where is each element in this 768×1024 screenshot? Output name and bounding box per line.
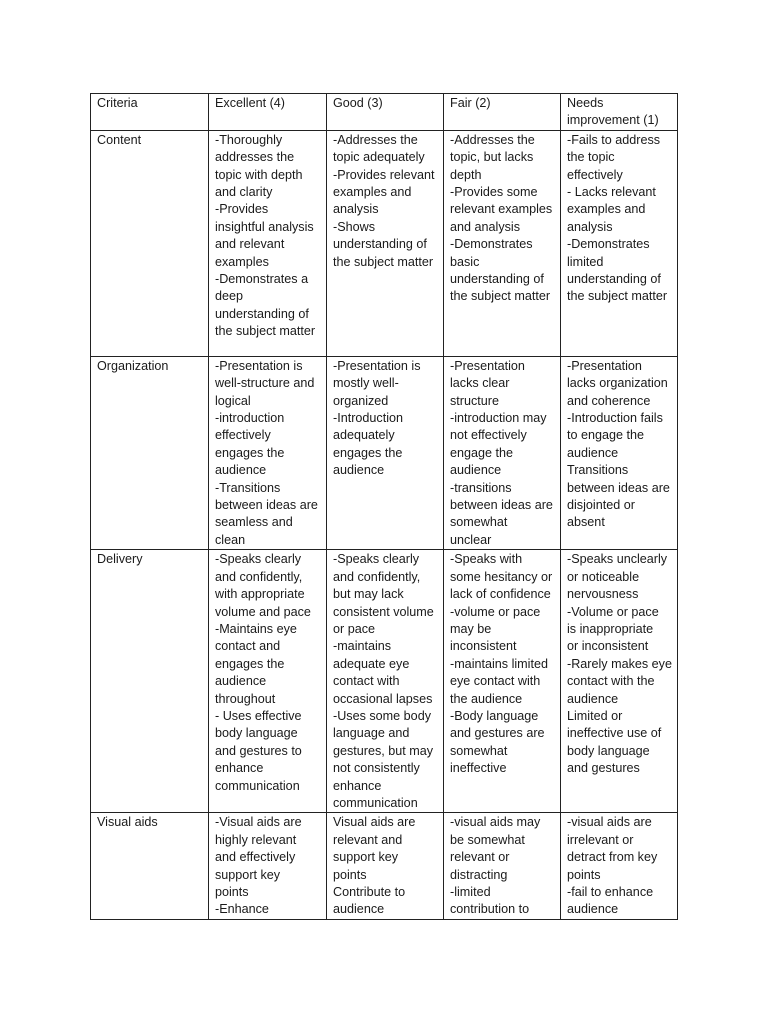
cell-text-line: language and (333, 726, 410, 741)
cell-text-line: improvement (1) (567, 113, 659, 128)
cell-text-line: structure (450, 393, 499, 408)
cell-text-line: irrelevant or (567, 832, 634, 847)
excellent-cell (209, 130, 327, 356)
cell-text-line: effectively (567, 167, 623, 182)
needs-improvement-cell (561, 356, 678, 549)
cell-text-line: and clarity (215, 185, 273, 200)
cell-text-line: audience (333, 463, 385, 478)
cell-text-line: the subject matter (567, 289, 668, 304)
header-excellent (209, 94, 327, 131)
cell-text-line: nervousness (567, 587, 639, 602)
header-good (327, 94, 444, 131)
cell-text-line: Visual aids (97, 815, 158, 830)
cell-text-line: -Presentation is (333, 358, 421, 373)
cell-text-line: insightful analysis (215, 219, 314, 234)
cell-text-line: support key (333, 850, 399, 865)
cell-text-line: -Enhance (215, 902, 269, 917)
cell-text-line: eye contact with (450, 674, 541, 689)
cell-text-line: -visual aids may (450, 815, 541, 830)
row-organization (91, 356, 678, 549)
fair-cell (444, 356, 561, 549)
good-cell (327, 356, 444, 549)
cell-text-line: -volume or pace (450, 604, 541, 619)
cell-text-line: audience (567, 445, 619, 460)
cell-text-line: the topic (567, 150, 615, 165)
cell-text-line: -Body language (450, 708, 539, 723)
rubric-table (90, 93, 678, 920)
cell-text-line: and effectively (215, 850, 296, 865)
good-cell (327, 130, 444, 356)
cell-text-line: disjointed or (567, 498, 635, 513)
needs-improvement-cell (561, 130, 678, 356)
cell-text-line: support key (215, 867, 281, 882)
cell-text-line: -Uses some body (333, 708, 431, 723)
cell-text-line: contact with (333, 674, 400, 689)
cell-text-line: or pace (333, 621, 376, 636)
criteria-cell (91, 130, 209, 356)
cell-text-line: Content (97, 132, 142, 147)
cell-text-line: - Lacks relevant (567, 185, 656, 200)
cell-text-line: ineffective use of (567, 726, 662, 741)
cell-text-line: -Rarely makes eye (567, 656, 672, 671)
cell-text-line: -Speaks unclearly (567, 552, 668, 567)
cell-text-line: and gestures (567, 761, 640, 776)
cell-text-line: or noticeable (567, 569, 640, 584)
cell-text-line: topic, but lacks (450, 150, 534, 165)
cell-text-line: between ideas are (450, 498, 553, 513)
cell-text-line: Contribute to (333, 885, 406, 899)
cell-text-line: body language (567, 743, 650, 758)
excellent-cell (209, 550, 327, 813)
cell-text-line: relevant or (450, 850, 510, 865)
cell-text-line: engages the (215, 445, 285, 460)
cell-text-line: adequate eye (333, 656, 410, 671)
cell-text-line: -Transitions (215, 480, 281, 495)
row-visual-aids (91, 813, 678, 919)
cell-text-line: enhance (333, 778, 382, 793)
cell-text-line: -fail to enhance (567, 885, 654, 899)
cell-text-line: -Visual aids are (215, 815, 302, 830)
cell-text-line: contact and (215, 639, 281, 654)
header-needs-improvement (561, 94, 678, 131)
cell-text-line: -Demonstrates (450, 237, 533, 252)
cell-text-line: contribution to (450, 902, 530, 917)
cell-text-line: -Speaks clearly (215, 552, 302, 567)
cell-text-line: Delivery (97, 552, 143, 567)
cell-text-line: depth (450, 167, 482, 182)
row-content (91, 130, 678, 356)
cell-text-line: -transitions (450, 480, 512, 495)
cell-text-line: unclear (450, 532, 492, 547)
header-row (91, 94, 678, 131)
cell-text-line: lacks organization (567, 376, 668, 391)
cell-text-line: -Introduction (333, 411, 404, 426)
cell-text-line: between ideas are (215, 498, 318, 513)
cell-text-line: basic (450, 254, 480, 269)
cell-text-line: -Addresses the (450, 132, 535, 147)
cell-text-line: -Speaks clearly (333, 552, 420, 567)
cell-text-line: analysis (333, 202, 379, 217)
cell-text-line: Fair (2) (450, 96, 491, 110)
cell-text-line: audience (567, 902, 619, 917)
cell-text-line: and confidently, (215, 569, 303, 584)
good-cell (327, 813, 444, 919)
cell-text-line: -Presentation is (215, 358, 303, 373)
cell-text-line: topic with depth (215, 167, 303, 182)
cell-text-line: deep (215, 289, 244, 304)
cell-text-line: -Presentation (567, 358, 642, 373)
cell-text-line: the audience (450, 691, 523, 706)
cell-text-line: Visual aids are (333, 815, 416, 830)
criteria-cell (91, 550, 209, 813)
cell-text-line: points (215, 885, 249, 899)
cell-text-line: or inconsistent (567, 639, 649, 654)
cell-text-line: absent (567, 515, 605, 530)
cell-text-line: Organization (97, 358, 169, 373)
good-cell (327, 550, 444, 813)
cell-text-line: Good (3) (333, 96, 383, 110)
cell-text-line: analysis (567, 219, 613, 234)
fair-cell (444, 550, 561, 813)
cell-text-line: somewhat (450, 743, 508, 758)
cell-text-line: and gestures to (215, 743, 302, 758)
cell-text-line: clean (215, 532, 246, 547)
cell-text-line: seamless and (215, 515, 293, 530)
cell-text-line: examples and (567, 202, 646, 217)
cell-text-line: between ideas are (567, 480, 670, 495)
cell-text-line: -maintains (333, 639, 392, 654)
cell-text-line: engage the (450, 445, 514, 460)
cell-text-line: lacks clear (450, 376, 510, 391)
cell-text-line: effectively (215, 428, 271, 443)
cell-text-line: distracting (450, 867, 508, 882)
cell-text-line: Transitions (567, 463, 629, 478)
cell-text-line: -Demonstrates (567, 237, 650, 252)
cell-text-line: -Speaks with (450, 552, 523, 567)
cell-text-line: -visual aids are (567, 815, 652, 830)
cell-text-line: -Introduction fails (567, 411, 663, 426)
cell-text-line: the subject matter (333, 254, 434, 269)
cell-text-line: -Addresses the (333, 132, 418, 147)
cell-text-line: body language (215, 726, 298, 741)
cell-text-line: -introduction (215, 411, 285, 426)
cell-text-line: and coherence (567, 393, 651, 408)
row-delivery (91, 550, 678, 813)
cell-text-line: not effectively (450, 428, 527, 443)
cell-text-line: and confidently, (333, 569, 421, 584)
cell-text-line: adequately (333, 428, 395, 443)
cell-text-line: topic adequately (333, 150, 425, 165)
cell-text-line: to engage the (567, 428, 645, 443)
cell-text-line: volume and pace (215, 604, 311, 619)
cell-text-line: audience (333, 902, 385, 917)
header-criteria (91, 94, 209, 131)
cell-text-line: -Provides some (450, 185, 538, 200)
cell-text-line: -Fails to address (567, 132, 661, 147)
cell-text-line: inconsistent (450, 639, 517, 654)
cell-text-line: -Presentation (450, 358, 525, 373)
cell-text-line: and relevant (215, 237, 285, 252)
cell-text-line: contact with the (567, 674, 655, 689)
cell-text-line: communication (215, 778, 300, 793)
cell-text-line: organized (333, 393, 389, 408)
cell-text-line: Excellent (4) (215, 96, 285, 110)
cell-text-line: relevant and (333, 832, 403, 847)
cell-text-line: -Shows (333, 219, 375, 234)
cell-text-line: lack of confidence (450, 587, 551, 602)
cell-text-line: communication (333, 795, 418, 810)
cell-text-line: -Thoroughly (215, 132, 283, 147)
cell-text-line: throughout (215, 691, 276, 706)
cell-text-line: -Provides (215, 202, 269, 217)
fair-cell (444, 813, 561, 919)
cell-text-line: is inappropriate (567, 621, 654, 636)
cell-text-line: well-structure and (215, 376, 315, 391)
cell-text-line: not consistently (333, 761, 420, 776)
cell-text-line: -Provides relevant (333, 167, 435, 182)
cell-text-line: Limited or (567, 708, 623, 723)
excellent-cell (209, 813, 327, 919)
header-fair (444, 94, 561, 131)
cell-text-line: gestures, but may (333, 743, 434, 758)
needs-improvement-cell (561, 813, 678, 919)
cell-text-line: examples and (333, 185, 412, 200)
cell-text-line: detract from key (567, 850, 658, 865)
cell-text-line: somewhat (450, 515, 508, 530)
cell-text-line: -maintains limited (450, 656, 548, 671)
cell-text-line: -Volume or pace (567, 604, 659, 619)
cell-text-line: understanding of (215, 306, 309, 321)
cell-text-line: mostly well- (333, 376, 399, 391)
cell-text-line: points (567, 867, 601, 882)
cell-text-line: audience (215, 463, 267, 478)
needs-improvement-cell (561, 550, 678, 813)
cell-text-line: ineffective (450, 761, 507, 776)
cell-text-line: the subject matter (450, 289, 551, 304)
cell-text-line: examples (215, 254, 269, 269)
cell-text-line: may be (450, 621, 492, 636)
cell-text-line: Needs (567, 96, 604, 110)
cell-text-line: addresses the (215, 150, 295, 165)
cell-text-line: occasional lapses (333, 691, 433, 706)
fair-cell (444, 130, 561, 356)
cell-text-line: engages the (333, 445, 403, 460)
cell-text-line: highly relevant (215, 832, 297, 847)
cell-text-line: - Uses effective (215, 708, 302, 723)
cell-text-line: the subject matter (215, 324, 316, 339)
cell-text-line: points (333, 867, 367, 882)
cell-text-line: audience (450, 463, 502, 478)
cell-text-line: -limited (450, 885, 491, 899)
cell-text-line: engages the (215, 656, 285, 671)
cell-text-line: understanding of (333, 237, 427, 252)
cell-text-line: audience (215, 674, 267, 689)
cell-text-line: but may lack (333, 587, 404, 602)
cell-text-line: audience (567, 691, 619, 706)
cell-text-line: Criteria (97, 96, 138, 110)
cell-text-line: consistent volume (333, 604, 434, 619)
cell-text-line: some hesitancy or (450, 569, 553, 584)
cell-text-line: and gestures are (450, 726, 545, 741)
criteria-cell (91, 813, 209, 919)
cell-text-line: relevant examples (450, 202, 553, 217)
cell-text-line: -Demonstrates a (215, 272, 309, 287)
cell-text-line: be somewhat (450, 832, 525, 847)
cell-text-line: -introduction may (450, 411, 547, 426)
cell-text-line: logical (215, 393, 251, 408)
excellent-cell (209, 356, 327, 549)
cell-text-line: -Maintains eye (215, 621, 297, 636)
cell-text-line: limited (567, 254, 604, 269)
cell-text-line: and analysis (450, 219, 521, 234)
cell-text-line: with appropriate (215, 587, 305, 602)
criteria-cell (91, 356, 209, 549)
cell-text-line: understanding of (450, 272, 544, 287)
cell-text-line: understanding of (567, 272, 661, 287)
cell-text-line: enhance (215, 761, 264, 776)
